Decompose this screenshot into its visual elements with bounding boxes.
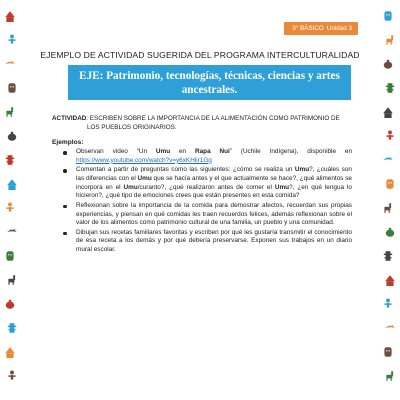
- page-headline: EJEMPLO DE ACTIVIDAD SUGERIDA DEL PROGRAMA INTERCULTURALIDAD: [40, 50, 360, 60]
- mask-icon: [4, 250, 16, 262]
- axis-banner: [68, 65, 351, 100]
- item-text: Comentan a partir de preguntas como las siguientes: ¿cómo se realiza un: [76, 166, 295, 174]
- item-bold: Rapa Nui: [195, 148, 230, 155]
- hut-icon: [6, 178, 18, 190]
- left-decorative-border: [0, 0, 22, 400]
- totem-icon: [382, 250, 394, 262]
- examples-label: Ejemplos:: [52, 139, 84, 146]
- item-text: que se hacía antes y el que actualmente se hace?, ¿qué alimentos se incorpora en el: [76, 174, 352, 191]
- vessel-icon: [4, 298, 16, 310]
- mask-icon: [6, 82, 18, 94]
- item-bold: Umu: [123, 183, 138, 191]
- list-item: [52, 166, 352, 201]
- item-text: ?, ¿en qué lengua lo hicieron?, ¿qué tipo de emociones crees que están presentes en esta comida?: [76, 183, 352, 200]
- figure-icon: [382, 298, 394, 310]
- mask-icon: [382, 346, 394, 358]
- item-text: en: [170, 148, 195, 155]
- figure-icon: [4, 202, 16, 214]
- totem-icon: [4, 154, 16, 166]
- list-item: [52, 148, 352, 166]
- mask-icon: [382, 10, 394, 22]
- llama-icon: [384, 34, 396, 46]
- banner-title: [74, 69, 345, 97]
- list-item: Reflexionan sobre la importancia de la comida para demostrar afectos, recuerdan sus propias experiencias, y piensan en qué comidas les traen recuerdos felices, además reflexionan sobre el valor de los alimentos como patrimonio cultural de una familia, un pueblo y una comunidad.: [52, 202, 352, 228]
- banner-title-line1: EJE: Patrimonio, tecnologías, técnicas, ciencias y artes: [79, 70, 340, 82]
- figure-icon: [6, 34, 18, 46]
- mask-icon: [384, 178, 396, 190]
- hut-icon: [384, 274, 396, 286]
- badge-level: 3° BÁSICO: [292, 25, 324, 32]
- vessel-icon: [6, 130, 18, 142]
- activity-label: ACTIVIDAD: [52, 115, 87, 122]
- item-bold: Umu: [294, 166, 310, 174]
- badge-unit: Unidad 3: [326, 25, 352, 32]
- banner-title-line2: ancestrales.: [181, 84, 238, 96]
- figure-icon: [6, 370, 18, 382]
- bird-icon: [6, 226, 18, 238]
- examples-list: [52, 148, 352, 256]
- hut-icon: [4, 10, 16, 22]
- llama-icon: [382, 202, 394, 214]
- item-bold: Umu: [155, 148, 171, 155]
- activity-line2: LOS PUEBLOS ORIGINARIOS.: [87, 123, 177, 131]
- item-text: /curanto?, ¿qué realizaron antes de comer el: [137, 183, 275, 191]
- activity-description: [52, 115, 362, 132]
- item-bold: Umu: [274, 183, 290, 191]
- grade-unit-badge: [284, 22, 358, 35]
- llama-icon: [384, 370, 396, 382]
- activity-line1: : ESCRIBEN SOBRE LA IMPORTANCIA DE LA ALIMENTACIÓN COMO PATRIMONIO DE: [86, 115, 340, 122]
- item-text: ?, ¿cuáles son las diferencias con el: [76, 166, 352, 182]
- llama-icon: [6, 274, 18, 286]
- item-text: ” (Uchile Indígena), disponible en: [229, 148, 353, 155]
- vessel-icon: [384, 226, 396, 238]
- right-decorative-border: [378, 0, 400, 400]
- hut-icon: [382, 106, 394, 118]
- figure-icon: [384, 130, 396, 142]
- item-text: Observan video “Un: [76, 148, 156, 155]
- totem-icon: [384, 82, 396, 94]
- llama-icon: [4, 106, 16, 118]
- hut-icon: [4, 346, 16, 358]
- totem-icon: [6, 322, 18, 334]
- video-link[interactable]: https://www.youtube.com/watch?v=y6xKHlir1Gg: [76, 156, 212, 164]
- item-bold: Umu: [137, 174, 152, 182]
- bird-icon: [384, 322, 396, 334]
- bird-icon: [382, 154, 394, 166]
- list-item: Dibujan sus recetas familiares favoritas y escriben por qué les gustaría transmitir el conocimiento de esa receta a los demás y por qué debería preservarse. Exponen sus trabajos en un diario mural escolar.: [52, 229, 352, 255]
